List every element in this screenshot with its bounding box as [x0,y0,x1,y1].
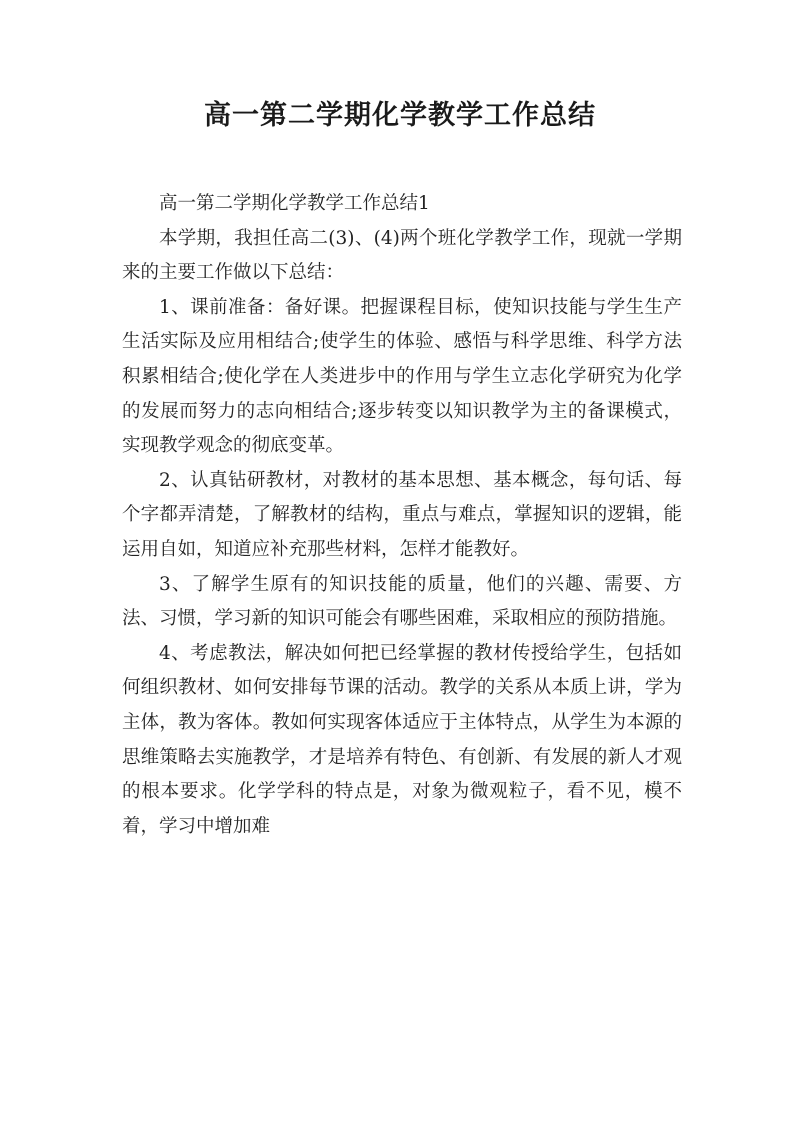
paragraph-item-3: 3、了解学生原有的知识技能的质量，他们的兴趣、需要、方法、习惯，学习新的知识可能会有哪些困难，采取相应的预防措施。 [122,573,682,630]
paragraph-item-1: 1、课前准备：备好课。把握课程目标，使知识技能与学生生产生活实际及应用相结合;使学生的体验、感悟与科学思维、科学方法积累相结合;使化学在人类进步中的作用与学生立志化学研究为化学的发展而努力的志向相结合;逐步转变以知识教学为主的备课模式，实现教学观念的彻底变革。 [122,296,682,457]
paragraph-item-2: 2、认真钻研教材，对教材的基本思想、基本概念，每句话、每个字都弄清楚，了解教材的结构，重点与难点，掌握知识的逻辑，能运用自如，知道应补充那些材料，怎样才能教好。 [122,469,682,560]
paragraph-intro: 本学期，我担任高二(3)、(4)两个班化学教学工作，现就一学期来的主要工作做以下总结： [122,227,682,284]
paragraph-item-4: 4、考虑教法，解决如何把已经掌握的教材传授给学生，包括如何组织教材、如何安排每节课的活动。教学的关系从本质上讲，学为主体，教为客体。教如何实现客体适应于主体特点，从学生为本源的思维策略去实施教学，才是培养有特色、有创新、有发展的新人才观的根本要求。化学学科的特点是，对象为微观粒子，看不见，模不着，学习中增加难 [122,642,682,837]
document-title: 高一第二学期化学教学工作总结 [204,100,596,131]
document-body [122,187,682,844]
section-heading: 高一第二学期化学教学工作总结1 [159,193,430,214]
